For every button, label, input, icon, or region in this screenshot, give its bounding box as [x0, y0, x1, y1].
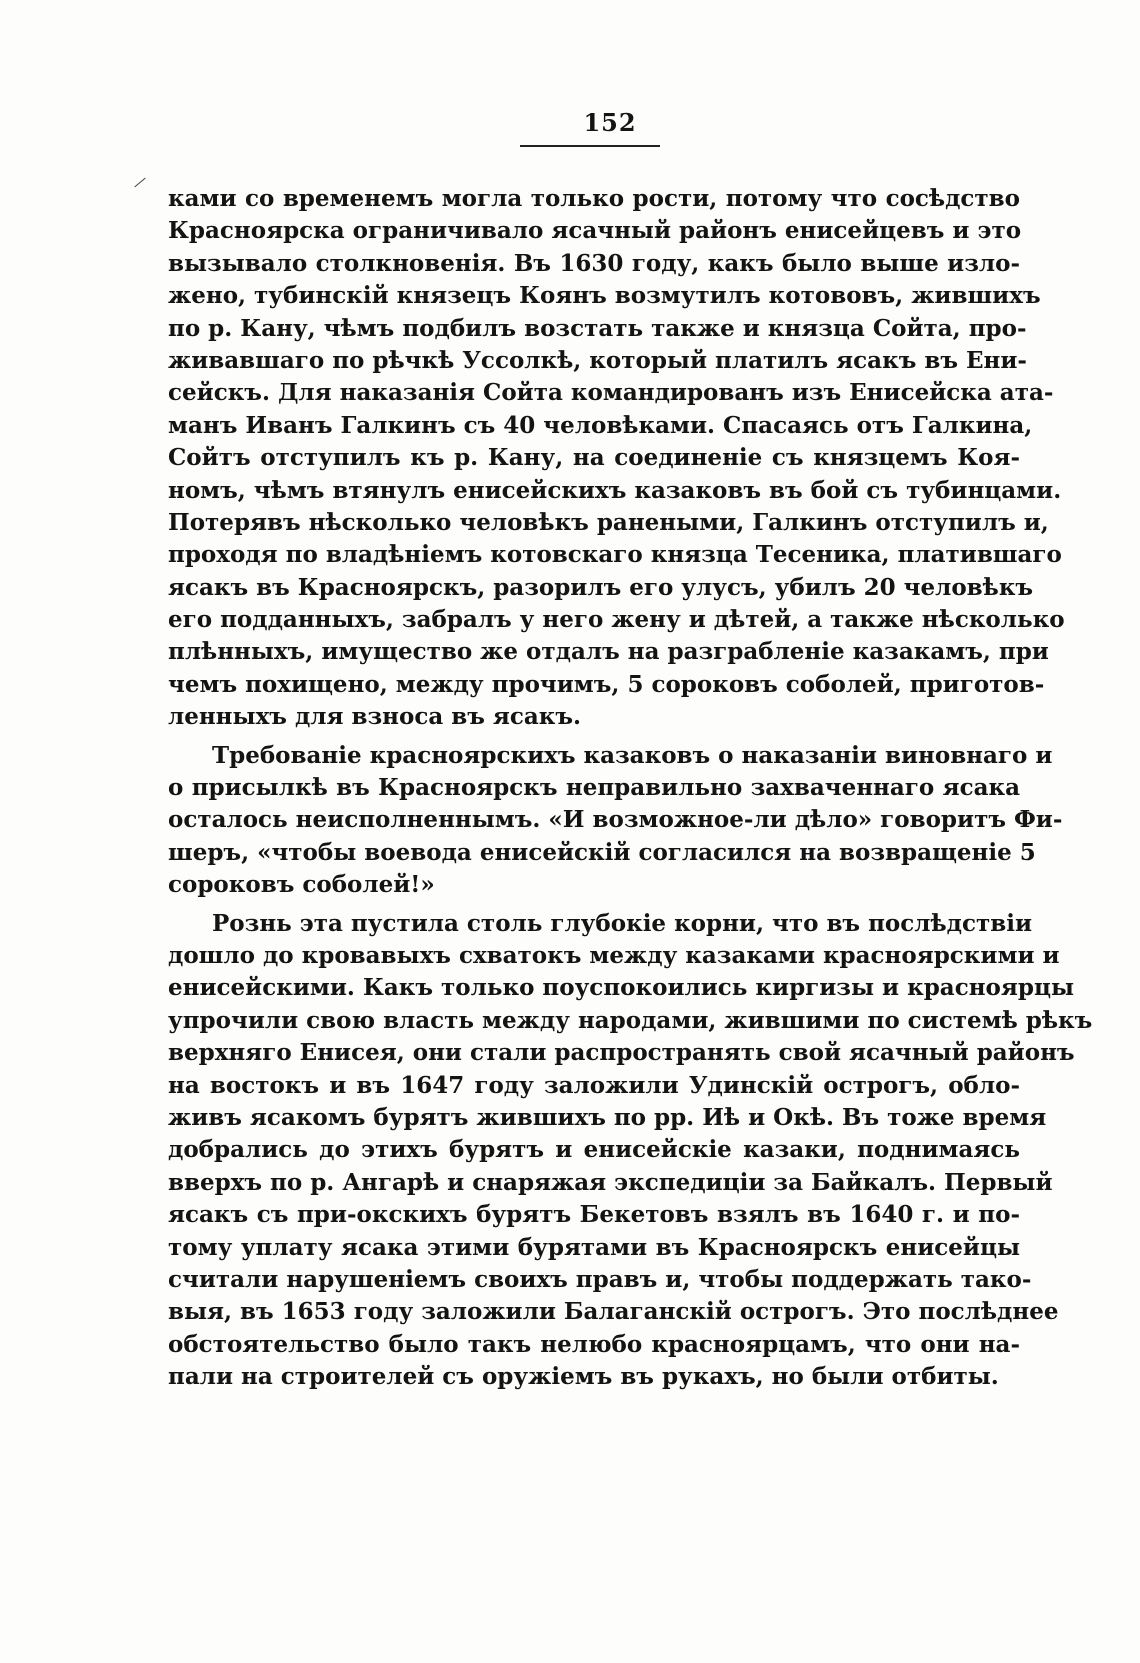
page-number-rule [520, 145, 660, 147]
text-line: обстоятельство было такъ нелюбо красноярцамъ, что они на- [168, 1330, 1020, 1358]
text-line: енисейскими. Какъ только поуспокоились киргизы и красноярцы [168, 974, 1075, 1002]
text-line: вызывало столкновенія. Въ 1630 году, какъ было выше изло- [168, 249, 1020, 277]
text-line: живавшаго по рѣчкѣ Уссолкѣ, который платилъ ясакъ въ Ени- [168, 346, 1027, 374]
page-number: 152 [583, 108, 637, 137]
text-line: проходя по владѣніемъ котовскаго князца Тесеника, платившаго [168, 541, 1062, 569]
text-line: ясакъ съ при-окскихъ бурятъ Бекетовъ взялъ въ 1640 г. и по- [168, 1201, 1020, 1229]
text-line: тому уплату ясака этими бурятами въ Красноярскъ енисейцы [168, 1233, 1020, 1261]
text-line: о присылкѣ въ Красноярскъ неправильно захваченнаго ясака [168, 774, 1020, 802]
text-line: Сойтъ отступилъ къ р. Кану, на соединеніе съ князцемъ Коя- [168, 444, 1020, 472]
text-line: плѣнныхъ, имущество же отдалъ на разграбленіе казакамъ, при [168, 638, 1049, 666]
paragraph-3 [168, 908, 1093, 1394]
paragraph-1 [168, 183, 1065, 734]
text-line: выя, въ 1653 году заложили Балаганскій острогъ. Это послѣднее [168, 1298, 1059, 1326]
text-line: добрались до этихъ бурятъ и енисейскіе казаки, поднимаясь [168, 1136, 1020, 1164]
text-line: сороковъ соболей!» [168, 871, 435, 899]
text-line: живъ ясакомъ бурятъ жившихъ по рр. Иѣ и Окѣ. Въ тоже время [168, 1103, 1047, 1131]
text-line: ленныхъ для взноса въ ясакъ. [168, 703, 582, 731]
text-line: ками со временемъ могла только рости, потому что сосѣдство [168, 185, 1020, 212]
text-line: ясакъ въ Красноярскъ, разорилъ его улусъ, убилъ 20 человѣкъ [168, 573, 1034, 601]
text-line: шеръ, «чтобы воевода енисейскій согласился на возвращеніе 5 [168, 838, 1036, 866]
text-line: жено, тубинскій князецъ Коянъ возмутилъ котововъ, жившихъ [168, 282, 1041, 310]
text-line: его подданныхъ, забралъ у него жену и дѣтей, а также нѣсколько [168, 606, 1065, 634]
text-line: упрочили свою власть между народами, жившими по системѣ рѣкъ [168, 1006, 1093, 1034]
text-line: сейскъ. Для наказанія Сойта командированъ изъ Енисейска ата- [168, 379, 1054, 407]
text-line: Рознь эта пустила столь глубокіе корни, что въ послѣдствіи [212, 909, 1033, 937]
text-line: вверхъ по р. Ангарѣ и снаряжая экспедиціи за Байкалъ. Первый [168, 1168, 1053, 1196]
text-line: манъ Иванъ Галкинъ съ 40 человѣками. Спасаясь отъ Галкина, [168, 411, 1033, 439]
paragraph-2 [168, 740, 1063, 902]
text-line: осталось неисполненнымъ. «И возможное-ли дѣло» говоритъ Фи- [168, 806, 1063, 834]
text-line: по р. Кану, чѣмъ подбилъ возстать также и князца Сойта, про- [168, 314, 1027, 342]
text-line: Требованіе красноярскихъ казаковъ о наказаніи виновнаго и [212, 741, 1053, 769]
text-line: на востокъ и въ 1647 году заложили Удинскій острогъ, обло- [168, 1071, 1020, 1099]
text-line: считали нарушеніемъ своихъ правъ и, чтобы поддержать тако- [168, 1265, 1032, 1293]
text-line: пали на строителей съ оружіемъ въ рукахъ, но были отбиты. [168, 1363, 999, 1391]
margin-mark [134, 178, 145, 188]
body-text [168, 183, 1093, 1399]
text-line: чемъ похищено, между прочимъ, 5 сороковъ соболей, приготов- [168, 670, 1045, 698]
text-line: верхняго Енисея, они стали распространять свой ясачный районъ [168, 1039, 1075, 1067]
text-line: дошло до кровавыхъ схватокъ между казаками красноярскими и [168, 941, 1060, 969]
text-line: номъ, чѣмъ втянулъ енисейскихъ казаковъ въ бой съ тубинцами. [168, 476, 1062, 504]
text-line: Красноярска ограничивало ясачный районъ енисейцевъ и это [168, 217, 1022, 245]
text-line: Потерявъ нѣсколько человѣкъ ранеными, Галкинъ отступилъ и, [168, 508, 1049, 536]
